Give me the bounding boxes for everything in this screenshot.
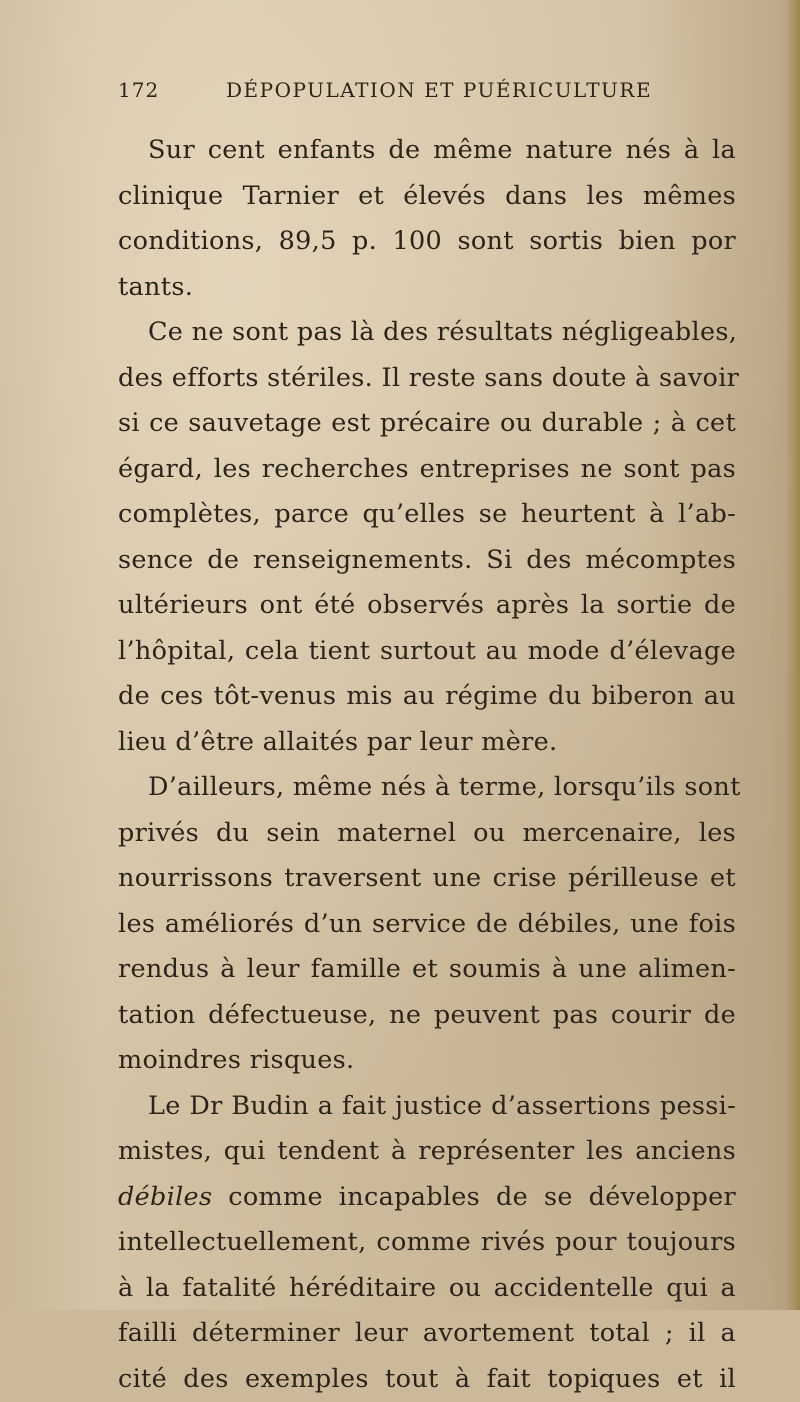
text-line-with-italic (118, 1175, 736, 1221)
text-line: à la fatalité héréditaire ou accidentelle qui a (118, 1266, 736, 1312)
text-line: égard, les recherches entreprises ne sont pas (118, 447, 736, 493)
page-header (118, 78, 730, 114)
text-line-rest: comme incapables de se développer (228, 1182, 736, 1212)
text-line: cité des exemples tout à fait topiques et il (118, 1357, 736, 1402)
text-line: des efforts stériles. Il reste sans doute à savoir (118, 356, 736, 402)
text-line: failli déterminer leur avortement total ; il a (118, 1311, 736, 1357)
running-title: DÉPOPULATION ET PUÉRICULTURE (226, 78, 652, 102)
text-line: intellectuellement, comme rivés pour toujours (118, 1220, 736, 1266)
body-text (118, 128, 736, 1402)
text-line: si ce sauvetage est précaire ou durable ; à cet (118, 401, 736, 447)
page-edge-shadow (786, 0, 800, 1310)
text-line: sence de renseignements. Si des mécomptes (118, 538, 736, 584)
page-number: 172 (118, 78, 159, 102)
text-line: conditions, 89,5 p. 100 sont sortis bien por (118, 219, 736, 265)
text-line: D’ailleurs, même nés à terme, lorsqu’ils sont (118, 765, 736, 811)
text-line: de ces tôt-venus mis au régime du biberon au (118, 674, 736, 720)
text-line: rendus à leur famille et soumis à une alimen- (118, 947, 736, 993)
text-line: privés du sein maternel ou mercenaire, les (118, 811, 736, 857)
text-line: l’hôpital, cela tient surtout au mode d’élevage (118, 629, 736, 675)
text-line: ultérieurs ont été observés après la sortie de (118, 583, 736, 629)
text-line: Le Dr Budin a fait justice d’assertions pessi- (118, 1084, 736, 1130)
text-line: lieu d’être allaités par leur mère. (118, 720, 736, 766)
text-line: les améliorés d’un service de débiles, une fois (118, 902, 736, 948)
text-line: clinique Tarnier et élevés dans les mêmes (118, 174, 736, 220)
text-line: Ce ne sont pas là des résultats négligeables, (118, 310, 736, 356)
text-line: tation défectueuse, ne peuvent pas courir de (118, 993, 736, 1039)
text-line: nourrissons traversent une crise périlleuse et (118, 856, 736, 902)
text-line: mistes, qui tendent à représenter les anciens (118, 1129, 736, 1175)
text-line: Sur cent enfants de même nature nés à la (118, 128, 736, 174)
italic-word: débiles (118, 1182, 212, 1212)
text-line: moindres risques. (118, 1038, 736, 1084)
text-line: complètes, parce qu’elles se heurtent à l’ab- (118, 492, 736, 538)
text-line: tants. (118, 265, 736, 311)
